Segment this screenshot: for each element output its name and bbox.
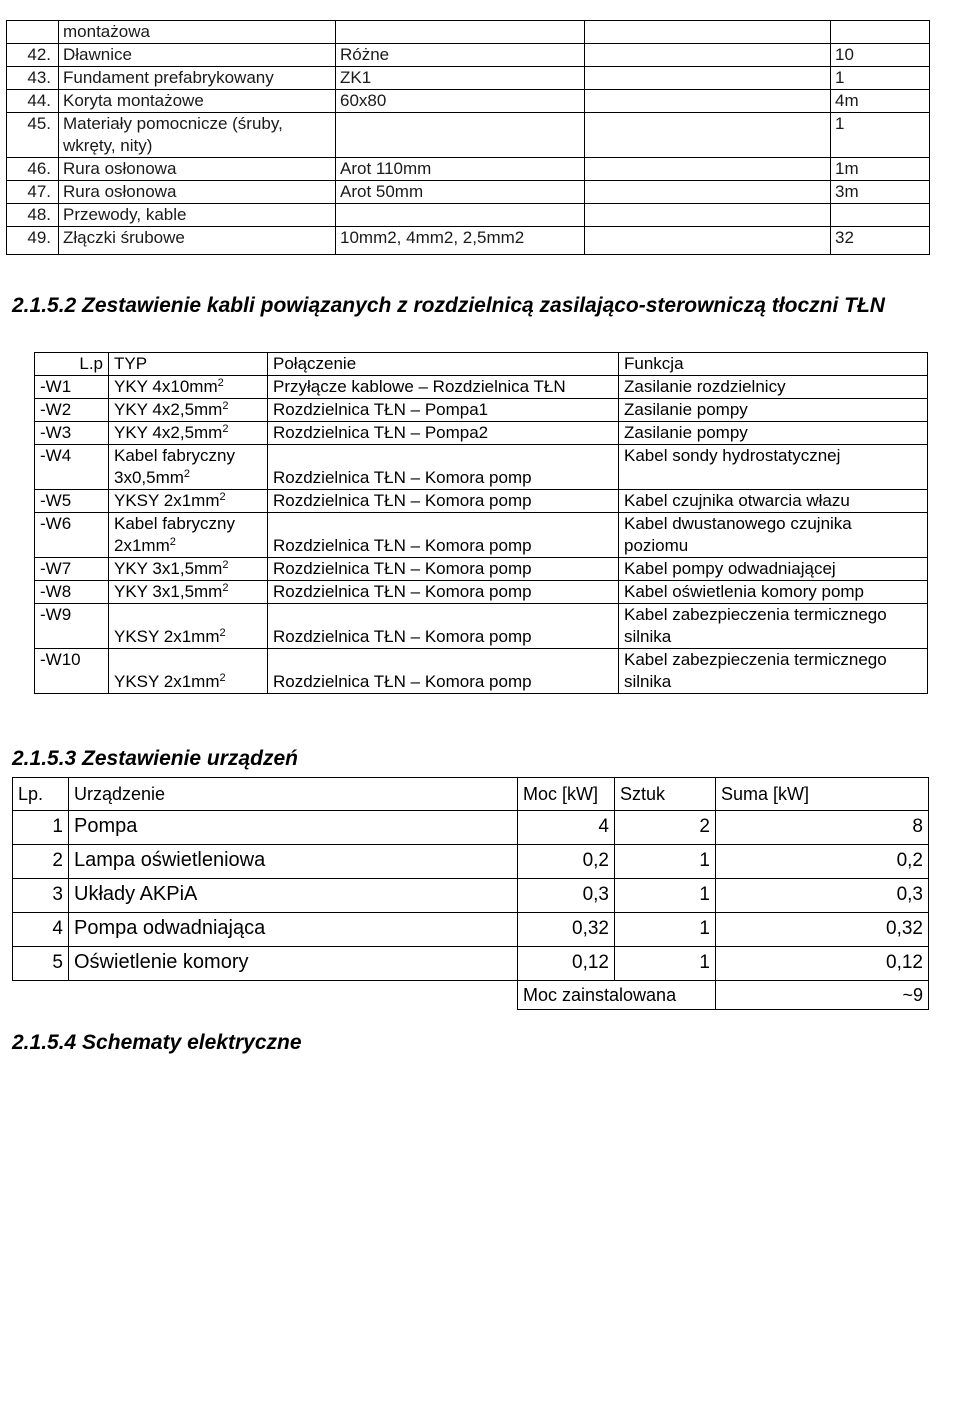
cable-connection: Przyłącze kablowe – Rozdzielnica TŁN bbox=[268, 376, 619, 399]
item-name: Rura osłonowa bbox=[59, 181, 336, 204]
item-qty: 3m bbox=[831, 181, 930, 204]
table-row bbox=[7, 90, 930, 113]
table-header-row bbox=[35, 353, 928, 376]
cable-type bbox=[109, 399, 268, 422]
cable-function bbox=[619, 513, 928, 558]
table-row bbox=[13, 913, 929, 947]
cable-function-line2: poziomu bbox=[624, 536, 689, 555]
device-lp: 4 bbox=[13, 913, 69, 947]
section-heading-schematics: 2.1.5.4 Schematy elektryczne bbox=[12, 1031, 302, 1054]
cable-type-text: YKSY 2x1mm bbox=[114, 627, 220, 646]
superscript: 2 bbox=[222, 423, 229, 435]
device-count: 1 bbox=[615, 913, 716, 947]
device-count: 1 bbox=[615, 845, 716, 879]
item-spec: 60x80 bbox=[336, 90, 585, 113]
device-count: 1 bbox=[615, 879, 716, 913]
cable-connection: Rozdzielnica TŁN – Komora pomp bbox=[268, 513, 619, 558]
cable-function bbox=[619, 649, 928, 694]
empty-cell bbox=[585, 181, 831, 204]
item-qty: 4m bbox=[831, 90, 930, 113]
table-row bbox=[7, 44, 930, 67]
device-name: Lampa oświetleniowa bbox=[69, 845, 518, 879]
cable-type bbox=[109, 513, 268, 558]
item-spec: 10mm2, 4mm2, 2,5mm2 bbox=[336, 227, 585, 255]
cable-type bbox=[109, 445, 268, 490]
item-spec bbox=[336, 113, 585, 158]
row-number: 44. bbox=[7, 90, 59, 113]
cable-function-line1: Kabel zabezpieczenia termicznego bbox=[624, 605, 887, 624]
cable-type bbox=[109, 604, 268, 649]
table-row bbox=[35, 513, 928, 558]
item-qty: 32 bbox=[831, 227, 930, 255]
column-header-device: Urządzenie bbox=[69, 778, 518, 811]
cable-id: -W4 bbox=[35, 445, 109, 490]
cable-type-text: YKSY 2x1mm bbox=[114, 491, 220, 510]
cable-connection: Rozdzielnica TŁN – Komora pomp bbox=[268, 558, 619, 581]
column-header-type: TYP bbox=[109, 353, 268, 376]
row-number: 43. bbox=[7, 67, 59, 90]
empty-cell bbox=[585, 158, 831, 181]
item-spec bbox=[336, 21, 585, 44]
table-row bbox=[35, 422, 928, 445]
device-count: 2 bbox=[615, 811, 716, 845]
column-header-function: Funkcja bbox=[619, 353, 928, 376]
device-sum: 0,12 bbox=[716, 947, 929, 981]
device-power: 4 bbox=[518, 811, 615, 845]
row-number: 49. bbox=[7, 227, 59, 255]
item-name: Rura osłonowa bbox=[59, 158, 336, 181]
superscript: 2 bbox=[222, 582, 229, 594]
cable-function: Zasilanie rozdzielnicy bbox=[619, 376, 928, 399]
table-header-row bbox=[13, 778, 929, 811]
cable-connection: Rozdzielnica TŁN – Pompa2 bbox=[268, 422, 619, 445]
table-row bbox=[35, 490, 928, 513]
table-row bbox=[35, 558, 928, 581]
empty-cell bbox=[585, 227, 831, 255]
row-number: 47. bbox=[7, 181, 59, 204]
item-name-line2: wkręty, nity) bbox=[63, 136, 153, 155]
item-qty: 1 bbox=[831, 67, 930, 90]
cable-type bbox=[109, 581, 268, 604]
cable-type-text: YKY 3x1,5mm bbox=[114, 559, 223, 578]
table-row bbox=[35, 649, 928, 694]
empty-cell bbox=[585, 90, 831, 113]
cable-id: -W5 bbox=[35, 490, 109, 513]
device-lp: 5 bbox=[13, 947, 69, 981]
superscript: 2 bbox=[169, 536, 176, 548]
total-row bbox=[13, 981, 929, 1010]
table-row bbox=[7, 158, 930, 181]
cable-connection: Rozdzielnica TŁN – Pompa1 bbox=[268, 399, 619, 422]
cable-id: -W10 bbox=[35, 649, 109, 694]
column-header-sum: Suma [kW] bbox=[716, 778, 929, 811]
cable-type-text: 2x1mm bbox=[114, 536, 170, 555]
table-row bbox=[7, 227, 930, 255]
column-header-connection: Połączenie bbox=[268, 353, 619, 376]
device-count: 1 bbox=[615, 947, 716, 981]
cable-function: Kabel oświetlenia komory pomp bbox=[619, 581, 928, 604]
device-power: 0,3 bbox=[518, 879, 615, 913]
item-spec bbox=[336, 204, 585, 227]
device-power: 0,32 bbox=[518, 913, 615, 947]
superscript: 2 bbox=[222, 559, 229, 571]
item-name: Przewody, kable bbox=[59, 204, 336, 227]
cable-id: -W2 bbox=[35, 399, 109, 422]
cable-connection: Rozdzielnica TŁN – Komora pomp bbox=[268, 445, 619, 490]
superscript: 2 bbox=[183, 468, 191, 480]
item-spec: Arot 50mm bbox=[336, 181, 585, 204]
cable-function: Zasilanie pompy bbox=[619, 422, 928, 445]
item-qty: 1 bbox=[831, 113, 930, 158]
cable-type-text: 3x0,5mm bbox=[114, 468, 184, 487]
empty-cell bbox=[585, 44, 831, 67]
table-row bbox=[13, 811, 929, 845]
row-number: 42. bbox=[7, 44, 59, 67]
table-row bbox=[7, 67, 930, 90]
cable-function bbox=[619, 604, 928, 649]
row-number: 46. bbox=[7, 158, 59, 181]
cable-type-text: YKY 4x2,5mm bbox=[114, 400, 223, 419]
empty-cell bbox=[585, 204, 831, 227]
cable-type bbox=[109, 422, 268, 445]
cable-id: -W7 bbox=[35, 558, 109, 581]
item-name: Koryta montażowe bbox=[59, 90, 336, 113]
empty-cell bbox=[585, 67, 831, 90]
device-power: 0,12 bbox=[518, 947, 615, 981]
cable-function: Kabel czujnika otwarcia włazu bbox=[619, 490, 928, 513]
cable-function: Kabel pompy odwadniającej bbox=[619, 558, 928, 581]
table-row bbox=[35, 376, 928, 399]
item-name: Złączki śrubowe bbox=[59, 227, 336, 255]
table-row bbox=[35, 604, 928, 649]
cable-id: -W6 bbox=[35, 513, 109, 558]
cable-function-line2: silnika bbox=[624, 672, 672, 691]
cable-id: -W1 bbox=[35, 376, 109, 399]
cable-function: Kabel sondy hydrostatycznej bbox=[619, 445, 928, 490]
superscript: 2 bbox=[217, 377, 224, 389]
item-qty bbox=[831, 21, 930, 44]
empty-cell bbox=[69, 981, 518, 1010]
table-row bbox=[35, 581, 928, 604]
superscript: 2 bbox=[219, 672, 226, 684]
cable-type-text: YKY 4x10mm bbox=[114, 377, 218, 396]
device-lp: 3 bbox=[13, 879, 69, 913]
materials-table bbox=[6, 20, 930, 255]
column-header-id: L.p bbox=[35, 353, 109, 376]
cable-id: -W3 bbox=[35, 422, 109, 445]
row-number: 48. bbox=[7, 204, 59, 227]
cable-function: Zasilanie pompy bbox=[619, 399, 928, 422]
cable-function-line1: Kabel dwustanowego czujnika bbox=[624, 514, 852, 533]
device-name: Pompa odwadniająca bbox=[69, 913, 518, 947]
superscript: 2 bbox=[222, 400, 229, 412]
cable-type-text: YKY 3x1,5mm bbox=[114, 582, 223, 601]
cables-table bbox=[34, 352, 928, 694]
device-name: Pompa bbox=[69, 811, 518, 845]
cable-type bbox=[109, 376, 268, 399]
item-name: montażowa bbox=[59, 21, 336, 44]
item-spec: Różne bbox=[336, 44, 585, 67]
cable-connection: Rozdzielnica TŁN – Komora pomp bbox=[268, 490, 619, 513]
column-header-power: Moc [kW] bbox=[518, 778, 615, 811]
device-sum: 0,32 bbox=[716, 913, 929, 947]
empty-cell bbox=[585, 21, 831, 44]
cable-connection: Rozdzielnica TŁN – Komora pomp bbox=[268, 581, 619, 604]
item-name: Fundament prefabrykowany bbox=[59, 67, 336, 90]
device-sum: 8 bbox=[716, 811, 929, 845]
devices-table bbox=[12, 777, 929, 1010]
item-spec: ZK1 bbox=[336, 67, 585, 90]
device-sum: 0,3 bbox=[716, 879, 929, 913]
column-header-lp: Lp. bbox=[13, 778, 69, 811]
table-row bbox=[13, 879, 929, 913]
item-qty: 1m bbox=[831, 158, 930, 181]
superscript: 2 bbox=[219, 491, 226, 503]
cable-type-line1: Kabel fabryczny bbox=[114, 446, 235, 465]
total-label: Moc zainstalowana bbox=[518, 981, 716, 1010]
device-lp: 1 bbox=[13, 811, 69, 845]
cable-connection: Rozdzielnica TŁN – Komora pomp bbox=[268, 604, 619, 649]
item-qty bbox=[831, 204, 930, 227]
item-name-line1: Materiały pomocnicze (śruby, bbox=[63, 114, 283, 133]
item-spec: Arot 110mm bbox=[336, 158, 585, 181]
row-number: 45. bbox=[7, 113, 59, 158]
column-header-count: Sztuk bbox=[615, 778, 716, 811]
cable-type bbox=[109, 490, 268, 513]
item-name bbox=[59, 113, 336, 158]
table-row bbox=[7, 181, 930, 204]
superscript: 2 bbox=[219, 627, 226, 639]
device-sum: 0,2 bbox=[716, 845, 929, 879]
section-heading-devices: 2.1.5.3 Zestawienie urządzeń bbox=[12, 747, 298, 770]
cable-id: -W9 bbox=[35, 604, 109, 649]
empty-cell bbox=[585, 113, 831, 158]
section-heading-cables: 2.1.5.2 Zestawienie kabli powiązanych z rozdzielnicą zasilająco-sterowniczą tłoczni TŁN bbox=[12, 294, 885, 317]
table-row bbox=[13, 947, 929, 981]
empty-cell bbox=[13, 981, 69, 1010]
table-row bbox=[7, 113, 930, 158]
cable-type-line1: Kabel fabryczny bbox=[114, 514, 235, 533]
row-number bbox=[7, 21, 59, 44]
device-lp: 2 bbox=[13, 845, 69, 879]
table-row bbox=[7, 204, 930, 227]
cable-function-line1: Kabel zabezpieczenia termicznego bbox=[624, 650, 887, 669]
device-name: Oświetlenie komory bbox=[69, 947, 518, 981]
cable-id: -W8 bbox=[35, 581, 109, 604]
cable-type bbox=[109, 649, 268, 694]
cable-type bbox=[109, 558, 268, 581]
total-value: ~9 bbox=[716, 981, 929, 1010]
cable-connection: Rozdzielnica TŁN – Komora pomp bbox=[268, 649, 619, 694]
table-row bbox=[35, 445, 928, 490]
cable-type-text: YKSY 2x1mm bbox=[114, 672, 220, 691]
item-qty: 10 bbox=[831, 44, 930, 67]
table-row bbox=[7, 21, 930, 44]
cable-function-line2: silnika bbox=[624, 627, 672, 646]
table-row bbox=[13, 845, 929, 879]
cable-type-text: YKY 4x2,5mm bbox=[114, 423, 223, 442]
device-name: Układy AKPiA bbox=[69, 879, 518, 913]
table-row bbox=[35, 399, 928, 422]
device-power: 0,2 bbox=[518, 845, 615, 879]
item-name: Dławnice bbox=[59, 44, 336, 67]
